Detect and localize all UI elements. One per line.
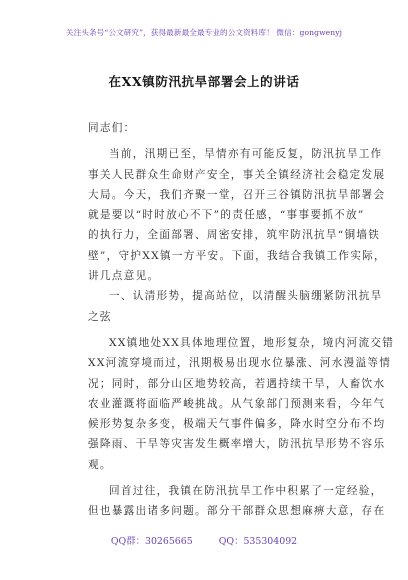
- paragraph-line: 讲几点意见。: [88, 270, 160, 283]
- paragraph-line: 壁”，守护XX镇一方平安。下面，我结合我镇工作实际，: [88, 249, 386, 262]
- paragraph-line: 强降雨、干旱等灾害发生概率增大，防汛抗旱形势不容乐: [88, 438, 386, 451]
- paragraph-line: 大局。今天，我们齐聚一堂，召开三谷镇防汛抗旱部署会: [88, 188, 386, 201]
- section-heading: 之弦: [88, 310, 112, 323]
- paragraph-line: 况；同时，部分山区地势较高，若遇持续干旱，人畜饮水: [88, 377, 386, 390]
- paragraph-line: 就是要以“时时放心不下”的责任感，“事事要抓不放”: [88, 209, 365, 222]
- paragraph-line: 观。: [88, 458, 112, 471]
- paragraph-line: 的执行力，全面部署、周密安排，筑牢防汛抗旱“铜墙铁: [88, 229, 381, 242]
- document-body: [88, 118, 395, 522]
- paragraph-line: 回首过往，我镇在防汛抗旱工作中积累了一定经验，: [109, 485, 383, 498]
- section-heading: 一、认清形势，提高站位，以清醒头脑绷紧防汛抗旱: [109, 290, 383, 303]
- paragraph-line: XX河流穿境而过，汛期极易出现水位暴涨、河水漫溢等情: [88, 357, 392, 370]
- paragraph-line: XX镇地处XX具体地理位置，地形复杂，境内河流交错: [109, 336, 395, 349]
- paragraph-line: 事关人民群众生命财产安全，事关全镇经济社会稳定发展: [88, 168, 386, 181]
- document-title: 在XX镇防汛抗旱部署会上的讲话: [108, 74, 300, 89]
- salutation: 同志们：: [88, 122, 136, 134]
- header-note: 关注头条号“公文研究”，获得最新最全最专业的公文资料库！ 微信：gongwenyj: [65, 28, 343, 37]
- footer-qq: QQ：535304092: [218, 536, 298, 547]
- paragraph-line: 农业灌溉将面临严峻挑战。从气象部门预测来看，今年气: [88, 397, 386, 410]
- footer-contact: [0, 533, 408, 547]
- paragraph-line: 候形势复杂多变，极端天气事件偏多，降水时空分布不均: [88, 418, 386, 431]
- paragraph-line: 当前，汛期已至，旱情亦有可能反复，防汛抗旱工作: [109, 148, 383, 161]
- paragraph-line: 但也暴露出诸多问题。部分干部群众思想麻痹大意，存在: [88, 505, 386, 518]
- footer-qq-group: QQ群：30265665: [110, 536, 193, 547]
